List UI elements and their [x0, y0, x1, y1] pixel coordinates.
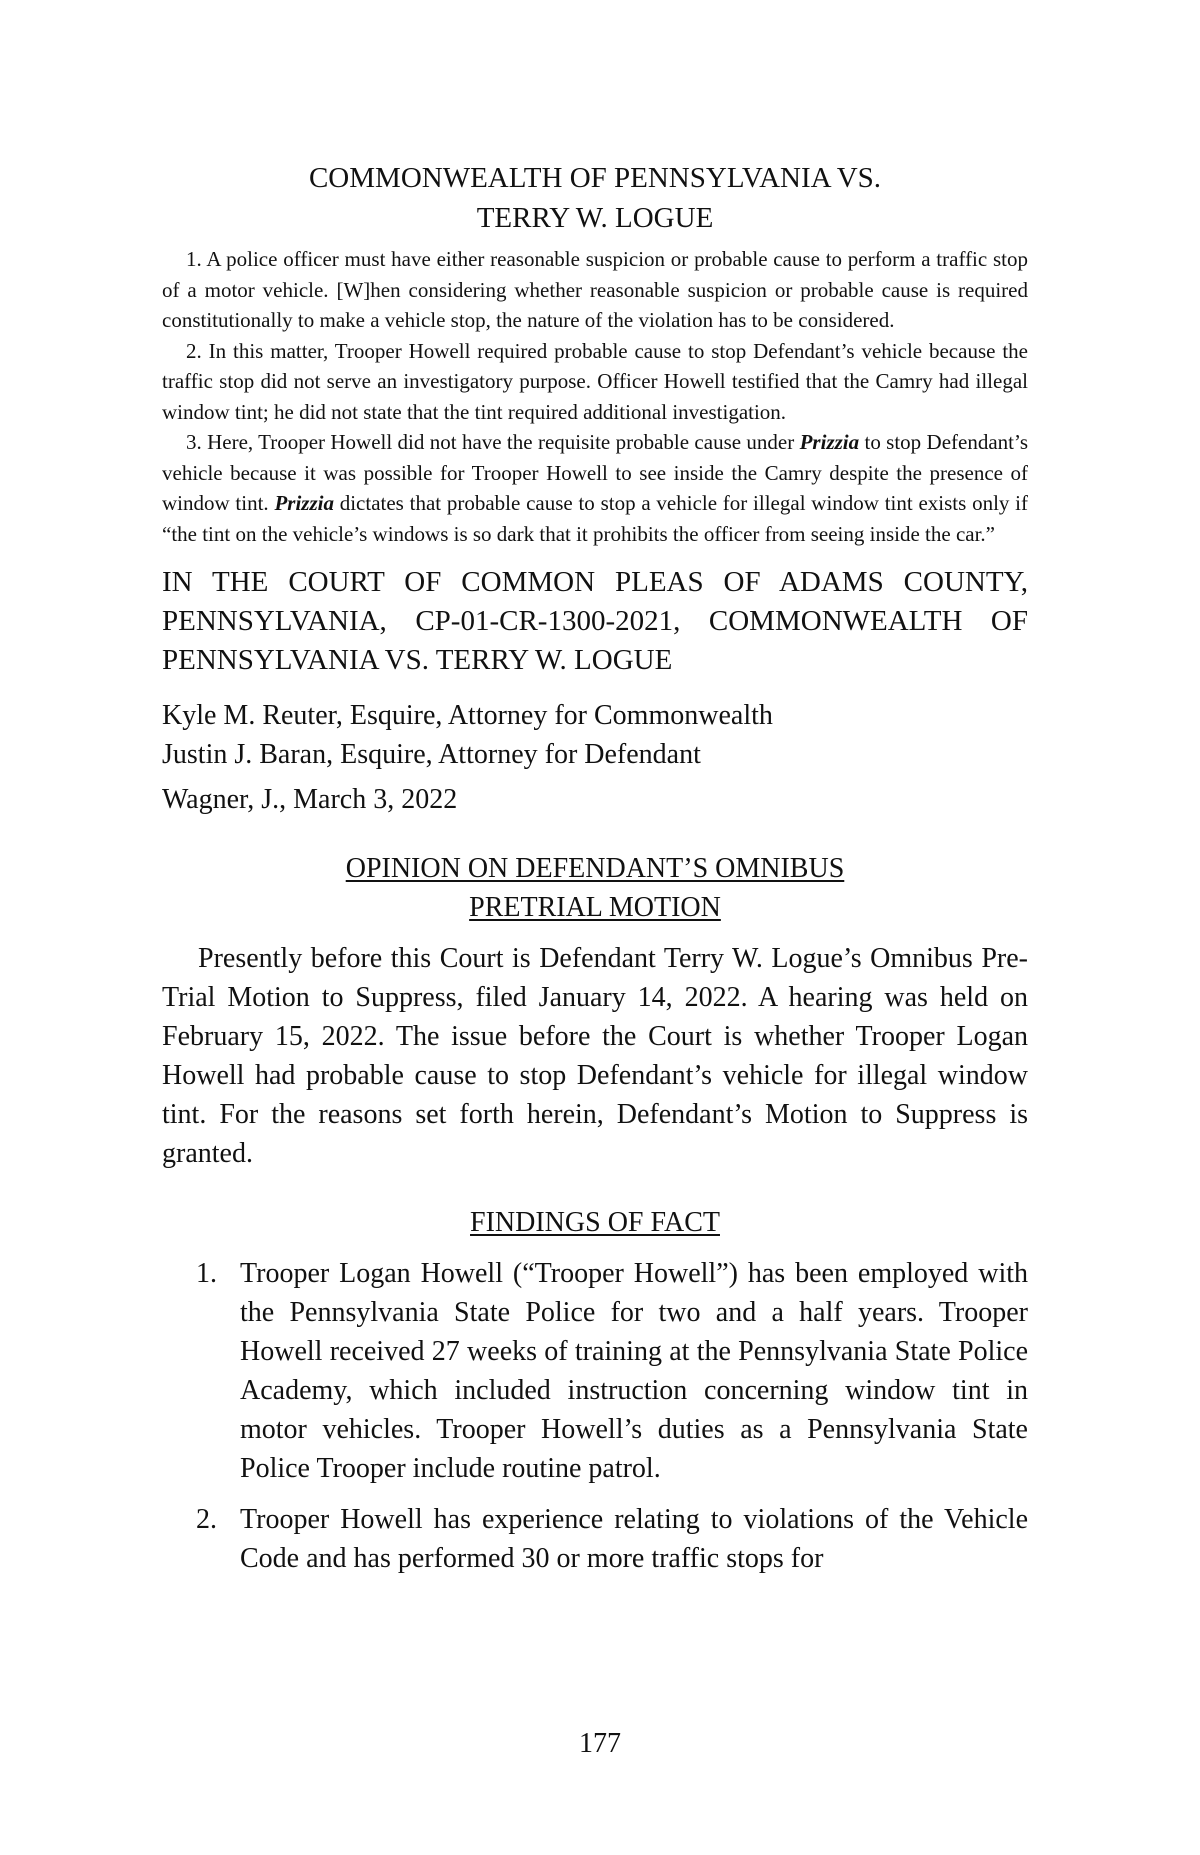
finding-item [162, 1254, 1028, 1488]
case-title-line-1: COMMONWEALTH OF PENNSYLVANIA VS. [308, 162, 882, 194]
counsel-commonwealth: Kyle M. Reuter, Esquire, Attorney for Commonwealth [162, 700, 773, 731]
case-citation-prizzia: Prizzia [274, 491, 334, 515]
headnote-3-text-c: dictates that probable cause to stop a vehicle for illegal window tint exists only if “the tint on the vehicle’s windows is so dark that it prohibits the officer from seeing inside the car.” [162, 491, 1028, 546]
findings-heading [162, 1203, 1028, 1242]
counsel-defendant: Justin J. Baran, Esquire, Attorney for Defendant [162, 739, 701, 770]
finding-text: Trooper Logan Howell (“Trooper Howell”) has been employed with the Pennsylvania State Police for two and a half years. Trooper Howell received 27 weeks of training at the Pennsylvania State Police Academy, which included instruction concerning window tint in motor vehicles. Trooper Howell’s duties as a Pennsylvania State Police Trooper include routine patrol. [240, 1258, 1028, 1484]
headnote-3 [162, 427, 1028, 549]
court-caption: IN THE COURT OF COMMON PLEAS OF ADAMS COUNTY, PENNSYLVANIA, CP-01-CR-1300-2021, COMMONWEALTH OF PENNSYLVANIA VS. TERRY W. LOGUE [162, 566, 1028, 676]
intro-paragraph: Presently before this Court is Defendant Terry W. Logue’s Omnibus Pre-Trial Motion to Suppress, filed January 14, 2022. A hearing was held on February 15, 2022. The issue before the Court is whether Trooper Logan Howell had probable cause to stop Defendant’s vehicle for illegal window tint. For the reasons set forth herein, Defendant’s Motion to Suppress is granted. [162, 943, 1028, 1169]
counsel-block [162, 696, 1028, 774]
findings-list [162, 1254, 1028, 1578]
judge-and-date: Wagner, J., March 3, 2022 [162, 784, 458, 815]
finding-item [162, 1500, 1028, 1578]
headnote-2: 2. In this matter, Trooper Howell required probable cause to stop Defendant’s vehicle because the traffic stop did not serve an investigatory purpose. Officer Howell testified that the Camry had illegal window tint; he did not state that the tint required additional investigation. [162, 338, 1028, 424]
case-title [162, 158, 1028, 238]
opinion-heading [162, 849, 1028, 927]
finding-number: 1. [196, 1258, 217, 1289]
finding-number: 2. [196, 1504, 217, 1535]
document-page [162, 158, 1028, 1590]
findings-heading-text: FINDINGS OF FACT [470, 1207, 720, 1238]
opinion-heading-line-2: PRETRIAL MOTION [469, 892, 721, 923]
case-citation-prizzia: Prizzia [799, 430, 860, 454]
headnote-3-text-b: to stop Defendant’s vehicle because it was possible for Trooper Howell to see inside the Camry despite the presence of window tint. [162, 430, 1028, 515]
page-number: 177 [579, 1728, 621, 1759]
headnote-3-text-a: 3. Here, Trooper Howell did not have the requisite probable cause under [186, 430, 800, 454]
case-title-line-2: TERRY W. LOGUE [476, 202, 714, 234]
opinion-heading-line-1: OPINION ON DEFENDANT’S OMNIBUS [345, 853, 845, 884]
headnote-1: 1. A police officer must have either reasonable suspicion or probable cause to perform a traffic stop of a motor vehicle. [W]hen considering whether reasonable suspicion or probable cause is required constitutionally to make a vehicle stop, the nature of the violation has to be considered. [162, 247, 1028, 332]
finding-text: Trooper Howell has experience relating to violations of the Vehicle Code and has performed 30 or more traffic stops for [240, 1504, 1028, 1574]
headnotes [162, 244, 1028, 549]
